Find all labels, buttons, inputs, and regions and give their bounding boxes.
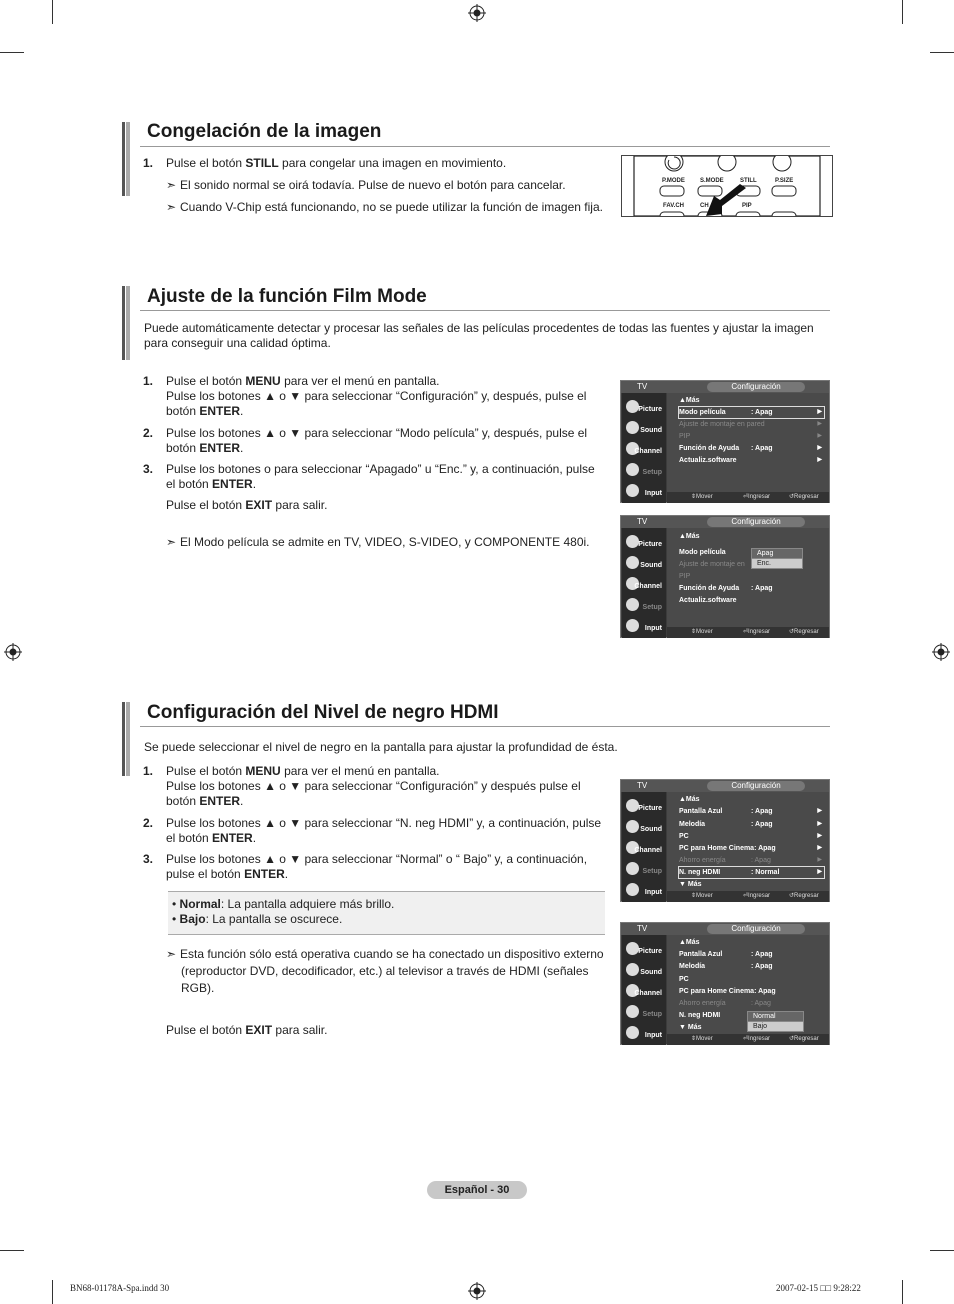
section-title-film: Ajuste de la función Film Mode [147,286,427,307]
osd-panel [667,393,829,492]
osd-side-sound: Sound [624,554,664,574]
osd-foot-enter: ⏎ Ingresar [743,1036,771,1042]
osd-side-channel: Channel [624,575,664,595]
osd-sidebar [622,528,666,638]
osd-row: N. neg HDMI [679,1012,721,1019]
osd-footer [667,627,829,638]
osd-row: N. neg HDMI : Normal ▶ [679,869,822,876]
section-rule [140,146,830,147]
osd-title: Configuración [707,517,805,527]
osd-side-picture: Picture [624,398,664,418]
osd-side-sound: Sound [624,419,664,439]
osd-side-sound: Sound [624,961,664,981]
osd-side-setup: Setup [624,461,664,481]
section-title-still: Congelación de la imagen [147,121,382,142]
osd-row: Pantalla Azul : Apag [679,951,773,958]
sound-icon [626,820,639,833]
osd-row: Modo película [679,549,726,556]
osd-row: ▲Más [679,533,700,540]
picture-icon [626,400,639,413]
osd-foot-return: ↺ Regresar [789,1036,819,1042]
osd-side-input: Input [624,617,664,637]
osd-side-picture: Picture [624,797,664,817]
step-number: 1. [143,156,154,170]
picture-icon [626,942,639,955]
osd-row: Melodía : Apag [679,963,773,970]
osd-row: PIP ▶ [679,433,822,440]
osd-foot-move: ⇕ Mover [691,1036,713,1042]
file-name: BN68-01178A-Spa.indd 30 [70,1283,170,1293]
osd-sidebar [622,393,666,503]
osd-footer [667,891,829,902]
osd-row: PC para Home Cinema: Apag ▶ [679,845,822,852]
osd-side-setup: Setup [624,1003,664,1023]
osd-side-sound: Sound [624,818,664,838]
osd-side-input: Input [624,482,664,502]
input-icon [626,484,639,497]
step-text: Pulse el botón STILL para congelar una imagen en movimiento. [166,156,507,170]
note-text: ➣ Cuando V-Chip está funcionando, no se puede utilizar la función de imagen fija. [166,200,603,214]
osd-sidebar [622,935,666,1045]
registration-mark-icon [4,643,22,661]
osd-row: ▲Más [679,939,700,946]
remote-label: CH [700,203,709,209]
osd-row: Función de Ayuda : Apag ▶ [679,445,822,452]
step-number: 1. [143,374,154,388]
osd-tv-label: TV [637,382,648,391]
osd-dropdown-option: Normal [747,1011,804,1022]
osd-row: Ahorro energía : Apag ▶ [679,857,822,864]
osd-row: Actualiz.software ▶ [679,457,822,464]
remote-label: PIP [742,203,752,209]
osd-footer [667,1034,829,1045]
osd-side-channel: Channel [624,982,664,1002]
note-text: ➣ El sonido normal se oirá todavía. Pulse de nuevo el botón para cancelar. [166,178,566,192]
sound-icon [626,556,639,569]
osd-tv-label: TV [637,924,648,933]
osd-side-input: Input [624,881,664,901]
remote-label: STILL [740,178,757,184]
osd-row: ▲Más [679,796,700,803]
bullet-normal: • Normal: La pantalla adquiere más brillo. [172,897,395,911]
intro-text: Puede automáticamente detectar y procesar las señales de las películas procedentes de todas las fuentes y ajustar la imagen para conseguir una calidad óptima. [144,321,814,350]
osd-foot-move: ⇕ Mover [691,893,713,899]
note-text: ➣ Esta función sólo está operativa cuando se ha conectado un dispositivo externo (reproductor DVD, decodificador, etc.) al televisor a través de HDMI (señales RGB). [166,947,604,995]
osd-foot-enter: ⏎ Ingresar [743,629,771,635]
osd-row: Ajuste de montaje en [679,561,745,568]
crop-mark [902,1280,903,1304]
crop-mark [902,0,903,24]
osd-row: PC [679,976,689,983]
osd-menu-film-1 [620,380,830,503]
osd-panel [667,528,829,627]
remote-label: S.MODE [700,178,724,184]
osd-row: Actualiz.software [679,597,737,604]
crop-mark [52,1280,53,1304]
osd-foot-return: ↺ Regresar [789,494,819,500]
osd-row: Función de Ayuda : Apag [679,585,773,592]
osd-foot-enter: ⏎ Ingresar [743,494,771,500]
step-text: Pulse los botones ▲ o ▼ para seleccionar “Normal” o “ Bajo” y, a continuación, pulse el botón ENTER. [166,852,588,881]
osd-row: Ahorro energía : Apag [679,1000,771,1007]
osd-title: Configuración [707,924,805,934]
step-number: 2. [143,426,154,440]
osd-dropdown-option: Bajo [747,1021,804,1032]
osd-footer [667,492,829,503]
setup-icon [626,463,639,476]
osd-foot-return: ↺ Regresar [789,629,819,635]
setup-icon [626,598,639,611]
registration-mark-icon [468,4,486,22]
step-text: Pulse los botones o para seleccionar “Apagado” u “Enc.” y, a continuación, pulse el botón ENTER. [166,462,595,491]
intro-text: Se puede seleccionar el nivel de negro en la pantalla para ajustar la profundidad de ésta. [144,740,618,754]
osd-side-setup: Setup [624,596,664,616]
section-bar [122,702,130,776]
osd-row: Ajuste de montaje en pared ▶ [679,421,822,428]
osd-menu-hdmi-1 [620,779,830,902]
step-text: Pulse los botones ▲ o ▼ para seleccionar “Modo película” y, después, pulse el botón ENTER. [166,426,588,455]
osd-side-picture: Picture [624,940,664,960]
osd-side-setup: Setup [624,860,664,880]
input-icon [626,619,639,632]
remote-label: P.SIZE [775,178,794,184]
osd-tv-label: TV [637,781,648,790]
osd-sidebar [622,792,666,902]
setup-icon [626,862,639,875]
osd-row: Pantalla Azul : Apag ▶ [679,808,822,815]
step-text: Pulse los botones ▲ o ▼ para seleccionar “N. neg HDMI” y, a continuación, pulse el botón ENTER. [166,816,602,845]
osd-foot-return: ↺ Regresar [789,893,819,899]
crop-mark [930,52,954,53]
osd-menu-hdmi-2 [620,922,830,1045]
registration-mark-icon [468,1282,486,1300]
step-text: Pulse el botón MENU para ver el menú en pantalla. Pulse los botones ▲ o ▼ para seleccionar “Configuración” y, después, pulse el botón ENTER. [166,374,587,418]
section-title-hdmi: Configuración del Nivel de negro HDMI [147,702,499,723]
osd-foot-enter: ⏎ Ingresar [743,893,771,899]
remote-illustration [621,155,833,217]
osd-side-picture: Picture [624,533,664,553]
exit-text: Pulse el botón EXIT para salir. [166,1023,328,1037]
step-number: 2. [143,816,154,830]
osd-panel [667,935,829,1034]
picture-icon [626,535,639,548]
osd-row: ▼ Más [679,1024,702,1031]
osd-row: PC para Home Cinema: Apag [679,988,776,995]
remote-label: P.MODE [662,178,685,184]
setup-icon [626,1005,639,1018]
bullet-bajo: • Bajo: La pantalla se oscurece. [172,912,343,926]
osd-side-channel: Channel [624,440,664,460]
osd-foot-move: ⇕ Mover [691,494,713,500]
osd-row: Melodía : Apag ▶ [679,821,822,828]
crop-mark [930,1250,954,1251]
osd-row: PC ▶ [679,833,822,840]
step-number: 3. [143,852,154,866]
osd-title: Configuración [707,781,805,791]
remote-label: FAV.CH [663,203,685,209]
osd-row: Modo película : Apag ▶ [679,409,822,416]
osd-tv-label: TV [637,517,648,526]
osd-row: ▲Más [679,397,700,404]
osd-side-input: Input [624,1024,664,1044]
section-rule [140,726,830,727]
exit-text: Pulse el botón EXIT para salir. [166,498,328,512]
osd-dropdown-option: Apag [751,548,803,559]
print-date: 2007-02-15 □□ 9:28:22 [776,1283,861,1293]
crop-mark [0,52,24,53]
step-number: 1. [143,764,154,778]
osd-foot-move: ⇕ Mover [691,629,713,635]
osd-side-channel: Channel [624,839,664,859]
section-rule [140,310,830,311]
osd-panel [667,792,829,891]
osd-row: ▼ Más [679,881,702,888]
page-number: Español - 30 [427,1181,527,1199]
sound-icon [626,963,639,976]
osd-menu-film-2 [620,515,830,638]
registration-mark-icon [932,643,950,661]
step-text: Pulse el botón MENU para ver el menú en pantalla. Pulse los botones ▲ o ▼ para seleccionar “Configuración” y después pulse el botón ENTER. [166,764,581,808]
osd-row: PIP [679,573,691,580]
section-bar [122,122,130,196]
section-bar [122,286,130,360]
remote-control-icon [622,156,832,216]
osd-title: Configuración [707,382,805,392]
osd-dropdown-option: Enc. [751,558,803,569]
note-text: ➣ El Modo película se admite en TV, VIDEO, S-VIDEO, y COMPONENTE 480i. [166,535,590,549]
crop-mark [52,0,53,24]
input-icon [626,1026,639,1039]
sound-icon [626,421,639,434]
picture-icon [626,799,639,812]
crop-mark [0,1250,24,1251]
step-number: 3. [143,462,154,476]
input-icon [626,883,639,896]
